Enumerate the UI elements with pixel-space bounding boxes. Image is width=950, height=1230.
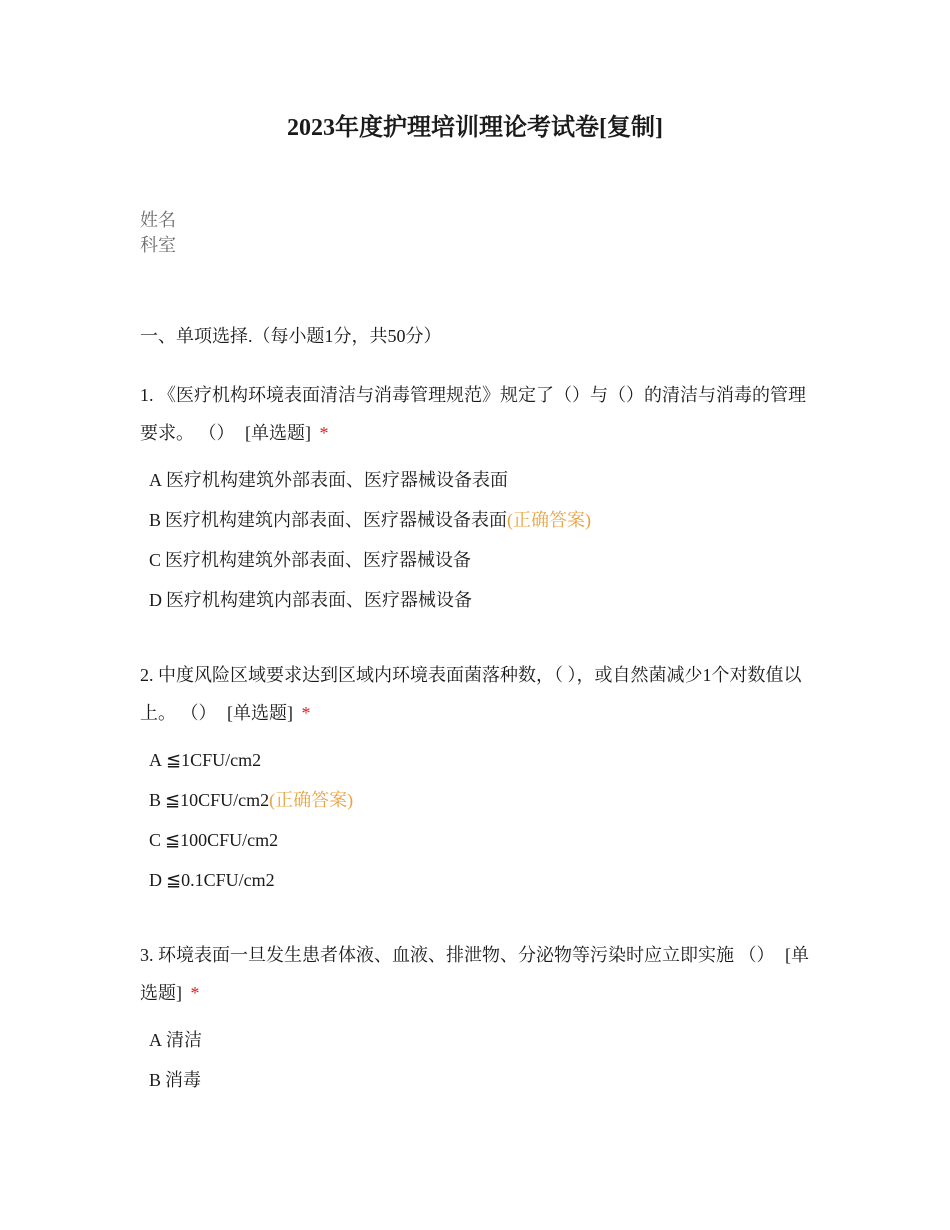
option-2d[interactable] bbox=[149, 866, 275, 894]
option-text: ≦0.1CFU/cm2 bbox=[166, 870, 275, 890]
option-letter: B bbox=[149, 510, 162, 530]
name-field-label: 姓名 bbox=[140, 210, 176, 230]
option-3a[interactable] bbox=[149, 1026, 202, 1054]
option-letter: B bbox=[149, 790, 162, 810]
required-marker: * bbox=[319, 423, 329, 443]
option-letter: B bbox=[149, 1070, 162, 1090]
question-number: 2. bbox=[140, 665, 154, 685]
question-3 bbox=[140, 936, 820, 1012]
option-1a[interactable] bbox=[149, 466, 508, 494]
question-type: [单选题] bbox=[245, 423, 311, 443]
question-1 bbox=[140, 376, 820, 452]
department-field-label: 科室 bbox=[140, 235, 176, 255]
option-letter: A bbox=[149, 470, 162, 490]
option-2b[interactable] bbox=[149, 786, 353, 814]
question-text: 中度风险区域要求达到区域内环境表面菌落种数，（ ），或自然菌减少1个对数值以上。 （） bbox=[140, 665, 802, 723]
question-number: 1. bbox=[140, 385, 154, 405]
option-text: ≦1CFU/cm2 bbox=[166, 750, 262, 770]
option-text: 医疗机构建筑外部表面、医疗器械设备表面 bbox=[166, 470, 508, 490]
question-text: 《医疗机构环境表面清洁与消毒管理规范》规定了（）与（）的清洁与消毒的管理要求。 （） bbox=[140, 385, 806, 443]
option-text: 清洁 bbox=[166, 1030, 202, 1050]
option-text: ≦10CFU/cm2 bbox=[165, 790, 270, 810]
option-letter: A bbox=[149, 750, 162, 770]
page-title: 2023年度护理培训理论考试卷[复制] bbox=[287, 115, 663, 141]
option-2a[interactable] bbox=[149, 746, 261, 774]
option-text: 医疗机构建筑外部表面、医疗器械设备 bbox=[165, 550, 472, 570]
option-letter: A bbox=[149, 1030, 162, 1050]
option-letter: C bbox=[149, 830, 162, 850]
question-text: 环境表面一旦发生患者体液、血液、排泄物、分泌物等污染时应立即实施 （） bbox=[158, 945, 775, 965]
option-3b[interactable] bbox=[149, 1066, 201, 1094]
option-text: 医疗机构建筑内部表面、医疗器械设备 bbox=[166, 590, 472, 610]
correct-answer-tag: (正确答案) bbox=[507, 510, 592, 530]
question-type: [单选题] bbox=[140, 945, 809, 1003]
option-1d[interactable] bbox=[149, 586, 472, 614]
option-letter: C bbox=[149, 550, 162, 570]
option-2c[interactable] bbox=[149, 826, 278, 854]
option-letter: D bbox=[149, 870, 162, 890]
question-type: [单选题] bbox=[227, 703, 293, 723]
question-number: 3. bbox=[140, 945, 154, 965]
correct-answer-tag: (正确答案) bbox=[269, 790, 354, 810]
option-text: ≦100CFU/cm2 bbox=[165, 830, 279, 850]
option-1c[interactable] bbox=[149, 546, 471, 574]
option-letter: D bbox=[149, 590, 162, 610]
option-text: 消毒 bbox=[165, 1070, 202, 1090]
required-marker: * bbox=[301, 703, 311, 723]
section-heading: 一、单项选择.（每小题1分，共50分） bbox=[140, 326, 442, 346]
required-marker: * bbox=[190, 983, 200, 1003]
option-text: 医疗机构建筑内部表面、医疗器械设备表面 bbox=[165, 510, 508, 530]
option-1b[interactable] bbox=[149, 506, 591, 534]
question-2 bbox=[140, 656, 820, 732]
